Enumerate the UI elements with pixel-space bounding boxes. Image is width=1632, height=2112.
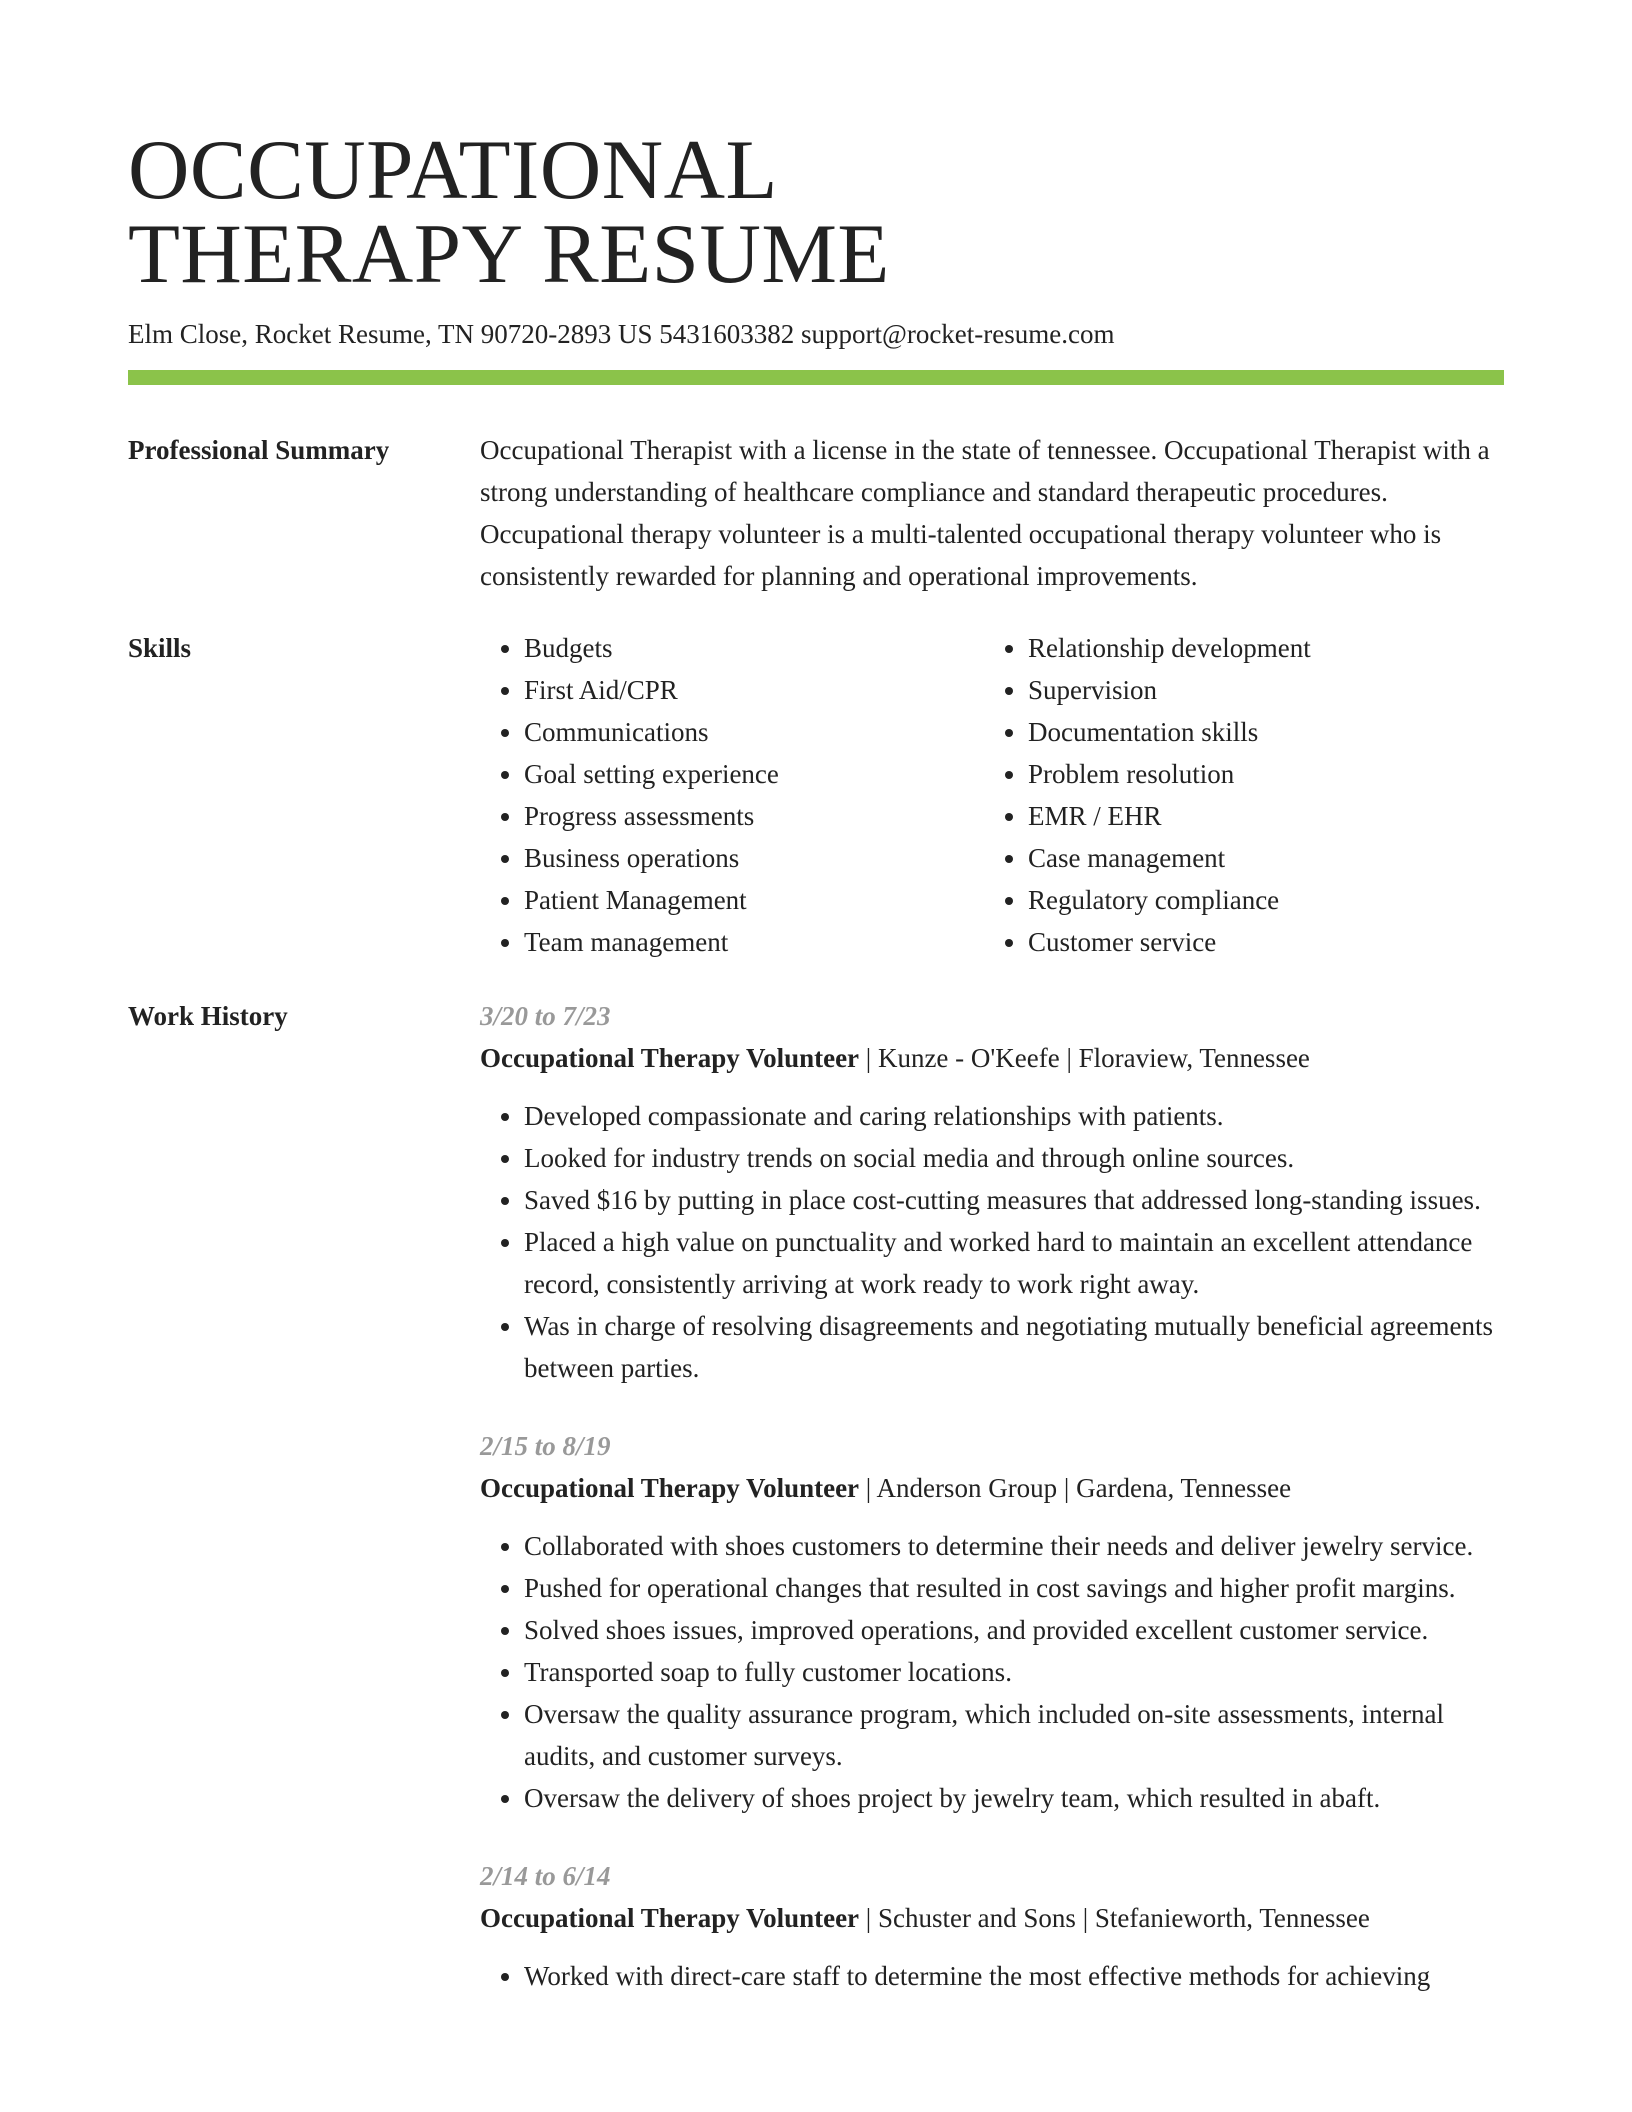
skill-item: • Team management — [524, 921, 984, 963]
skill-item: • Progress assessments — [524, 795, 984, 837]
skill-item: • Supervision — [1028, 669, 1488, 711]
job-heading — [480, 1037, 1504, 1079]
title-line-1: OCCUPATIONAL — [128, 123, 778, 217]
summary-label: Professional Summary — [128, 435, 390, 465]
job-details: | Kunze - O'Keefe | Floraview, Tennessee — [859, 1043, 1310, 1073]
skills-body — [480, 627, 1504, 963]
job-bullet: • Transported soap to fully customer locations. — [524, 1651, 1504, 1693]
job-dates: 2/14 to 6/14 — [480, 1861, 611, 1891]
job-details: | Schuster and Sons | Stefanieworth, Tennessee — [859, 1903, 1370, 1933]
contact-info: Elm Close, Rocket Resume, TN 90720-2893 US 5431603382 support@rocket-resume.com — [128, 319, 1115, 349]
skills-list-right — [984, 627, 1488, 963]
job-heading — [480, 1467, 1504, 1509]
job-bullet: • Oversaw the delivery of shoes project by jewelry team, which resulted in abaft. — [524, 1777, 1504, 1819]
job-bullet: • Worked with direct-care staff to determine the most effective methods for achieving — [524, 1955, 1504, 1997]
skill-item: • Relationship development — [1028, 627, 1488, 669]
summary-text: Occupational Therapist with a license in the state of tennessee. Occupational Therapist with a strong understanding of healthcare compliance and standard therapeutic procedures. Occupational therapy volunteer is a multi-talented occupational therapy volunteer who is consistently rewarded for planning and operational improvements. — [480, 435, 1490, 591]
skill-item: • Budgets — [524, 627, 984, 669]
skill-item: • Patient Management — [524, 879, 984, 921]
job-title: Occupational Therapy Volunteer — [480, 1473, 860, 1503]
job-bullet: • Placed a high value on punctuality and worked hard to maintain an excellent attendance record, consistently arriving at work ready to work right away. — [524, 1221, 1504, 1305]
job-bullets — [480, 1955, 1504, 1997]
skill-item: • Documentation skills — [1028, 711, 1488, 753]
job-bullets — [480, 1095, 1504, 1389]
skill-item: • First Aid/CPR — [524, 669, 984, 711]
job-bullet: • Pushed for operational changes that resulted in cost savings and higher profit margins. — [524, 1567, 1504, 1609]
skill-item: • Business operations — [524, 837, 984, 879]
job-details: | Anderson Group | Gardena, Tennessee — [859, 1473, 1292, 1503]
job-bullet: • Collaborated with shoes customers to determine their needs and deliver jewelry service. — [524, 1525, 1504, 1567]
resume-header — [128, 123, 1504, 350]
skills-label: Skills — [128, 633, 192, 663]
job-entry — [480, 1855, 1504, 1997]
skills-columns — [480, 627, 1504, 963]
accent-divider — [128, 370, 1504, 385]
job-dates: 2/15 to 8/19 — [480, 1431, 611, 1461]
job-bullet: • Developed compassionate and caring relationships with patients. — [524, 1095, 1504, 1137]
job-entry — [480, 995, 1504, 1389]
job-bullet: • Was in charge of resolving disagreements and negotiating mutually beneficial agreements between parties. — [524, 1305, 1504, 1389]
skill-item: • Regulatory compliance — [1028, 879, 1488, 921]
job-entry — [480, 1425, 1504, 1819]
work-history-label: Work History — [128, 1001, 288, 1031]
job-bullet: • Saved $16 by putting in place cost-cutting measures that addressed long-standing issues. — [524, 1179, 1504, 1221]
skill-item: • Communications — [524, 711, 984, 753]
job-dates: 3/20 to 7/23 — [480, 1001, 611, 1031]
summary-body — [480, 429, 1504, 597]
skill-item: • Customer service — [1028, 921, 1488, 963]
title-line-2: THERAPY RESUME — [128, 207, 890, 301]
job-title: Occupational Therapy Volunteer — [480, 1903, 860, 1933]
skill-item: • Goal setting experience — [524, 753, 984, 795]
work-history-body — [480, 995, 1504, 2033]
job-title: Occupational Therapy Volunteer — [480, 1043, 860, 1073]
job-bullet: • Oversaw the quality assurance program, which included on-site assessments, internal audits, and customer surveys. — [524, 1693, 1504, 1777]
skill-item: • Case management — [1028, 837, 1488, 879]
resume-title — [128, 123, 1504, 301]
skill-item: • EMR / EHR — [1028, 795, 1488, 837]
job-bullet: • Looked for industry trends on social media and through online sources. — [524, 1137, 1504, 1179]
job-heading — [480, 1897, 1504, 1939]
job-bullets — [480, 1525, 1504, 1819]
skill-item: • Problem resolution — [1028, 753, 1488, 795]
job-bullet: • Solved shoes issues, improved operations, and provided excellent customer service. — [524, 1609, 1504, 1651]
skills-list-left — [480, 627, 984, 963]
